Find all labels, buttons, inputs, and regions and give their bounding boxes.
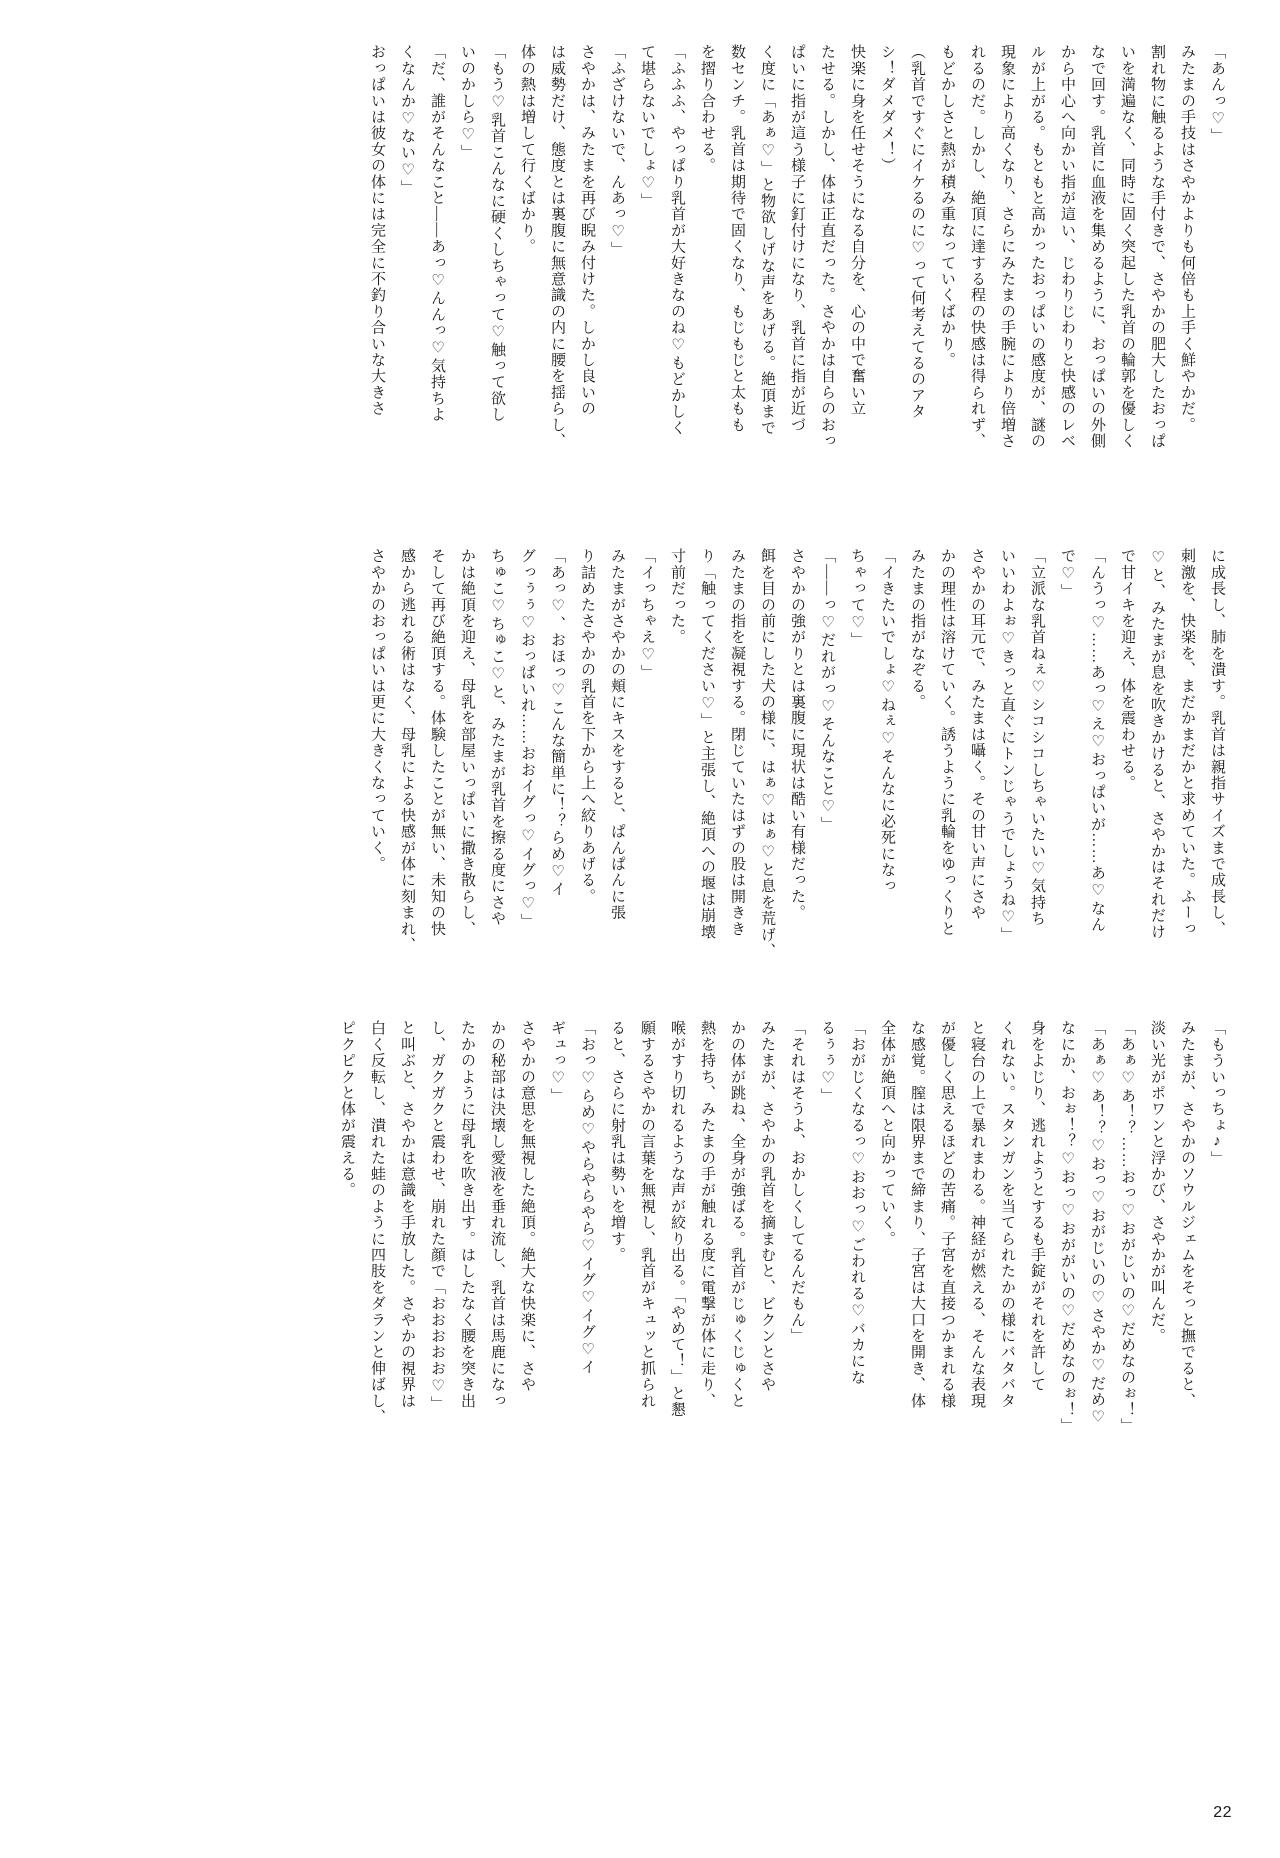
text-line: 「立派な乳首ねぇ♡シコシコしちゃいたい♡気持ち (1029, 548, 1045, 927)
text-line: と叫ぶと、さやかは意識を手放した。さやかの視界は (399, 1020, 415, 1409)
text-line: おっぱいは彼女の体には完全に不釣り合いな大きさ (369, 44, 385, 417)
text-line: みたまが、さやかのソウルジェムをそっと撫でると、 (1179, 1020, 1195, 1409)
text-line: に成長し、肺を潰す。乳首は親指サイズまで成長し、 (1209, 548, 1225, 937)
text-line: 「あんっ♡」 (1209, 44, 1225, 145)
text-line: みたまが、さやかの乳首を摘まむと、ビクンとさや (759, 1020, 775, 1393)
text-line: と寝台の上で暴れまわる。神経が燃える、そんな表現 (969, 1020, 985, 1409)
text-line: みたまがさやかの頬にキスをすると、ぱんぱんに張 (609, 548, 625, 921)
text-line: 「あぁ♡あ！？……おっ♡おがじいの♡だめなのぉ！」 (1119, 1020, 1135, 1434)
text-line: なにか、おぉ！？♡おっ♡おががいの♡だめなのぉ！」 (1059, 1020, 1075, 1434)
text-line: れるのだ。しかし、絶頂に達する程の快感は得られず、 (969, 44, 985, 449)
text-line: 刺激を、快楽を、まだかまだかと求めていた。ふーっ (1179, 548, 1195, 937)
text-line: みたまの手技はさやかよりも何倍も上手く鮮やかだ。 (1179, 44, 1195, 433)
text-line: 数センチ。乳首は期待で固くなり、もじもじと太もも (729, 44, 745, 433)
text-line: さやかは、みたまを再び睨み付けた。しかし良いの (579, 44, 595, 417)
text-line: 熱を持ち、みたまの手が触れる度に電撃が体に走り、 (699, 1020, 715, 1409)
text-line: さやかの耳元で、みたまは囁く。その甘い声にさや (969, 548, 985, 921)
text-line: シ！ダメダメ！） (879, 44, 895, 174)
text-line: たせる。しかし、体は正直だった。さやかは自らのおっ (819, 44, 835, 449)
text-line: もどかしさと熱が積み重なっていくばかり。 (939, 44, 955, 368)
text-line: から中心へ向かい指が這い、じわりじわりと快感のレベ (1059, 44, 1075, 449)
text-line: かの秘部は決壊し愛液を垂れ流し、乳首は馬鹿になっ (489, 1020, 505, 1409)
text-line: 「ふふふ、やっぱり乳首が大好きなのね♡もどかしく (669, 44, 685, 436)
text-line: 体の熱は増して行くばかり。 (519, 44, 535, 255)
text-line: グっぅぅ♡おっぱいれ……おおイグっ♡イグっ♡」 (519, 548, 535, 930)
text-line: いいわよぉ♡きっと直ぐにトンじゃうでしょうね♡」 (999, 548, 1015, 943)
text-line: ると、さらに射乳は勢いを増す。 (609, 1020, 625, 1263)
text-line: を摺り合わせる。 (699, 44, 715, 174)
text-line: 「それはそうよ、おかしくしてるんだもん」 (789, 1020, 805, 1344)
text-line: 感から逃れる術はなく、母乳による快感が体に刻まれ、 (399, 548, 415, 953)
text-line: ピクピクと体が震える。 (339, 1020, 355, 1199)
text-line: 身をよじり、逃れようとするも手錠がそれを許して (1029, 1020, 1045, 1393)
text-line: 「おっ♡らめ♡やらやらやら♡イグ♡イグ♡イ (579, 1020, 595, 1376)
text-line: 餌を目の前にした犬の様に、はぁ♡はぁ♡と息を荒げ、 (759, 548, 775, 959)
text-block-lower-left (324, 1020, 1224, 1520)
text-line: いのかしら♡」 (459, 44, 475, 161)
text-block-upper-right (354, 44, 1224, 549)
text-line: 寸前だった。 (669, 548, 685, 646)
text-line: ぱいに指が這う様子に釘付けになり、乳首に指が近づ (789, 44, 805, 433)
text-line: たかのように母乳を吹き出す。はしたなく腰を突き出 (459, 1020, 475, 1409)
text-line: 「んうっ♡……あっ♡え♡おっぱいが……あ♡なん (1089, 548, 1105, 933)
text-line: 白く反転し、潰れた蛙のように四肢をダランと伸ばし、 (369, 1020, 385, 1425)
text-line: いを満遍なく、同時に固く突起した乳首の輪郭を優しく (1119, 44, 1135, 449)
text-line: そして再び絶頂する。体験したことが無い、未知の快 (429, 548, 445, 937)
text-line: し、ガクガクと震わせ、崩れた顔で「おおおおお♡」 (429, 1020, 445, 1412)
text-line: （乳首ですぐにイケるのに♡って何考えてるのアタ (909, 44, 925, 420)
text-line: 願するさやかの言葉を無視し、乳首がキュッと抓られ (639, 1020, 655, 1409)
text-line: 「イきたいでしょ♡ねぇ♡そんなに必死になっ (879, 548, 895, 895)
text-line: は威勢だけ、態度とは裏腹に無意識の内に腰を揺らし、 (549, 44, 565, 449)
page-number: 22 (1213, 1804, 1232, 1821)
text-line: 「ふざけないで、んあっ♡」 (609, 44, 625, 258)
text-block-middle (354, 548, 1224, 1018)
text-line: が優しく思えるほどの苦痛。子宮を直接つかまれる様 (939, 1020, 955, 1409)
text-line: ギュっ♡」 (549, 1020, 565, 1104)
text-line: ルが上がる。もともと高かったおっぱいの感度が、謎の (1029, 44, 1045, 449)
text-line: さやかのおっぱいは更に大きくなっていく。 (369, 548, 385, 872)
text-line: り「触ってください♡」と主張し、絶頂への堰は崩壊 (699, 548, 715, 940)
text-line: ちゅこ♡ちゅこ♡と、みたまが乳首を擦る度にさや (489, 548, 505, 927)
text-line: るぅぅ♡」 (819, 1020, 835, 1104)
text-line: 「おがじくなるっ♡おおっ♡ごわれる♡バカにな (849, 1020, 865, 1386)
text-line: ちゃって♡」 (849, 548, 865, 649)
text-line: 割れ物に触るような手付きで、さやかの肥大したおっぱ (1149, 44, 1165, 449)
text-line: で甘イキを迎え、体を震わせる。 (1119, 548, 1135, 791)
text-line: ♡と、みたまが息を吹きかけると、さやかはそれだけ (1149, 548, 1165, 940)
text-line: 「だ、誰がそんなこと――あっ♡んんっ♡気持ちよ (429, 44, 445, 423)
text-line: くれない。スタンガンを当てられたかの様にバタバタ (999, 1020, 1015, 1409)
text-line: みたまの指を凝視する。閉じていたはずの股は開きき (729, 548, 745, 937)
text-line: 淡い光がポワンと浮かび、さやかが叫んだ。 (1149, 1020, 1165, 1344)
text-line: り詰めたさやかの乳首を下から上へ絞りあげる。 (579, 548, 595, 905)
text-line: 「あぁ♡あ！？♡おっ♡おがじいの♡さやか♡だめ♡ (1089, 1020, 1105, 1427)
text-line: 現象により高くなり、さらにみたまの手腕により倍増さ (999, 44, 1015, 449)
text-line: さやかの意思を無視した絶頂。絶大な快楽に、さや (519, 1020, 535, 1393)
text-line: 喉がすり切れるような声が絞り出る。「やめて！」と懇 (669, 1020, 685, 1418)
text-line: て堪らないでしょ♡」 (639, 44, 655, 209)
text-line: 「あっ♡、おほっ♡こんな簡単に！？らめ♡イ (549, 548, 565, 898)
text-line: さやかの強がりとは裏腹に現状は酷い有様だった。 (789, 548, 805, 921)
text-line: で♡」 (1059, 548, 1075, 600)
text-line: くなんか♡ない♡」 (399, 44, 415, 196)
text-line: かは絶頂を迎え、母乳を部屋いっぱいに撒き散らし、 (459, 548, 475, 937)
text-line: かの理性は溶けていく。誘うように乳輪をゆっくりと (939, 548, 955, 937)
text-line: 「もう♡乳首こんなに硬くしちゃって♡触って欲し (489, 44, 505, 423)
text-line: 「――っ♡だれがっ♡そんなこと♡」 (819, 548, 835, 833)
text-line: なで回す。乳首に血液を集めるように、おっぱいの外側 (1089, 44, 1105, 449)
text-line: かの体が跳ね、全身が強ばる。乳首がじゅくじゅくと (729, 1020, 745, 1409)
text-line: く度に「あぁ♡」と物欲しげな声をあげる。絶頂まで (759, 44, 775, 436)
text-line: みたまの指がなぞる。 (909, 548, 925, 710)
text-line: 快楽に身を任せそうになる自分を、心の中で奮い立 (849, 44, 865, 417)
text-line: 「もういっちょ♪」 (1209, 1020, 1225, 1167)
text-line: な感覚。膣は限界まで締まり、子宮は大口を開き、体 (909, 1020, 925, 1409)
text-line: 「イっちゃえ♡」 (639, 548, 655, 681)
text-line: 全体が絶頂へと向かっていく。 (879, 1020, 895, 1247)
